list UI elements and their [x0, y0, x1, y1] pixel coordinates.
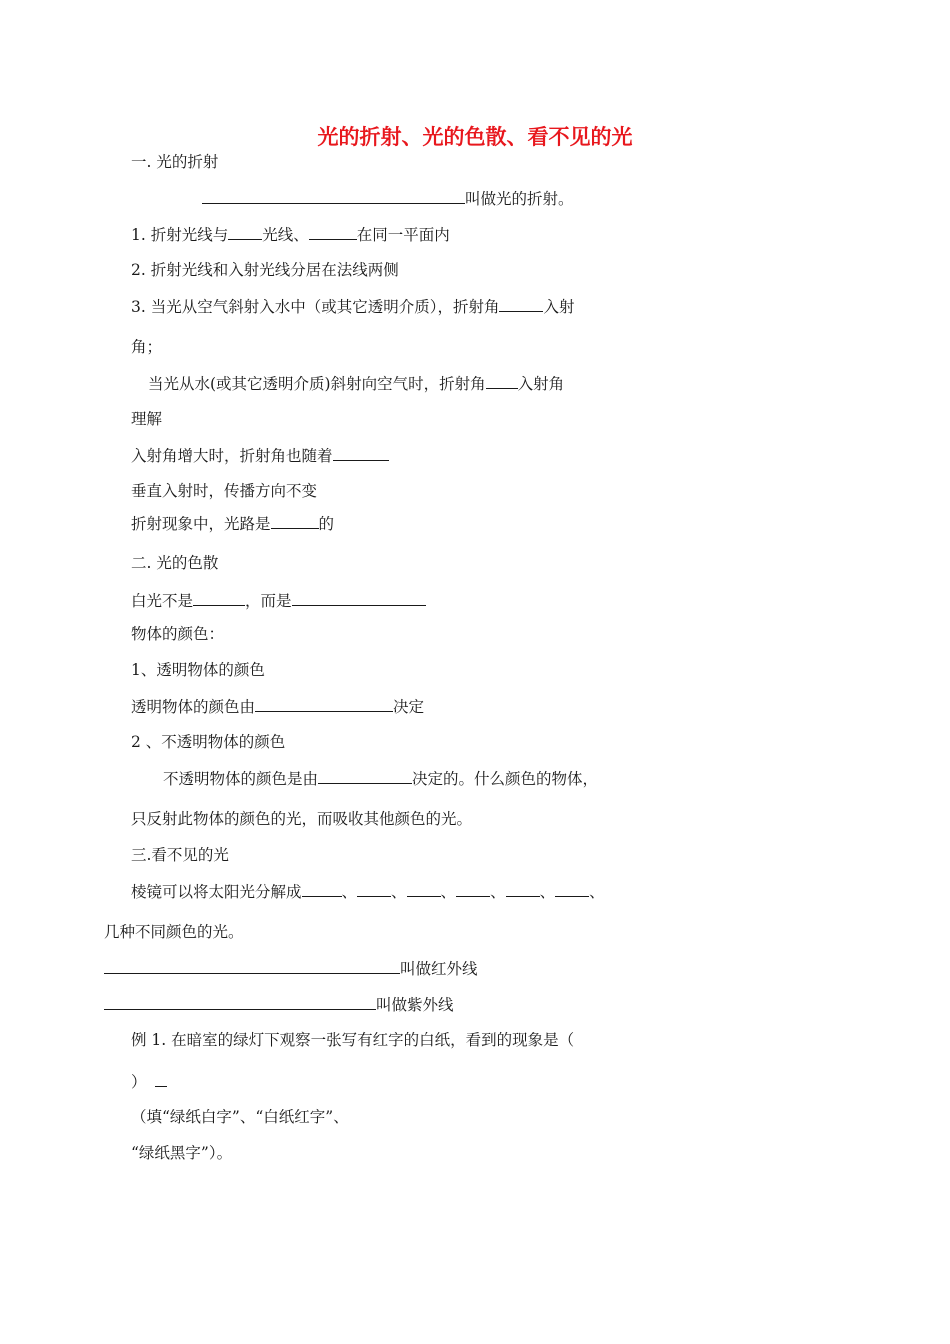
blank[interactable]: [486, 372, 518, 389]
blank[interactable]: [407, 880, 441, 897]
prism-wrap: 几种不同颜色的光。: [104, 923, 244, 941]
section-3-heading: 三.看不见的光: [131, 846, 229, 864]
blank[interactable]: [506, 880, 540, 897]
transparent-line: [131, 695, 424, 718]
example-line-3: （填“绿纸白字”、“白纸红字”、: [131, 1108, 349, 1126]
understand-1-prefix: 入射角增大时，折射角也随着: [131, 447, 333, 465]
example-line-1: 例 1. 在暗室的绿灯下观察一张写有红字的白纸，看到的现象是（: [131, 1031, 575, 1049]
separator: 、: [589, 883, 605, 901]
separator: 、: [341, 883, 358, 901]
separator: 、: [539, 883, 556, 901]
item-3-suffix: 入射: [543, 298, 575, 316]
item-3: [131, 295, 574, 318]
understand-3-prefix: 折射现象中，光路是: [131, 515, 271, 533]
item-1-mid: 光线、: [262, 226, 309, 244]
opaque-wrap: 只反射此物体的颜色的光，而吸收其他颜色的光。: [131, 810, 473, 828]
separator: 、: [391, 883, 407, 901]
item-2: 2. 折射光线和入射光线分居在法线两侧: [131, 261, 399, 279]
prism-prefix: 棱镜可以将太阳光分解成: [131, 883, 302, 901]
ultraviolet-suffix: 叫做紫外线: [376, 996, 454, 1014]
item-1-suffix: 在同一平面内: [356, 226, 450, 244]
section-2-heading: 二. 光的色散: [131, 554, 219, 572]
opaque-line: [163, 767, 598, 790]
item-1-prefix: 1. 折射光线与: [131, 226, 229, 244]
white-light-line: [131, 589, 426, 612]
blank[interactable]: [104, 957, 400, 974]
blank[interactable]: [255, 695, 393, 712]
ultraviolet-line: [104, 993, 454, 1016]
blank[interactable]: [202, 187, 465, 204]
item-3b: [148, 372, 564, 395]
item-3-prefix: 3. 当光从空气斜射入水中（或其它透明介质），折射角: [131, 298, 500, 316]
item-3-wrap: 角；: [131, 338, 163, 356]
blank[interactable]: [309, 223, 357, 240]
item-1: [131, 223, 450, 246]
blank[interactable]: [104, 993, 376, 1010]
understand-2: 垂直入射时，传播方向不变: [131, 482, 318, 500]
item-3b-prefix: 当光从水(或其它透明介质)斜射向空气时，折射角: [148, 375, 486, 393]
infrared-line: [104, 957, 478, 980]
blank[interactable]: [193, 589, 245, 606]
opaque-suffix: 决定的。什么颜色的物体，: [412, 770, 599, 788]
white-mid: ，而是: [245, 592, 292, 610]
blank[interactable]: [292, 589, 426, 606]
understand-3-suffix: 的: [318, 515, 335, 533]
blank[interactable]: [271, 512, 319, 529]
example-close-paren: ）: [131, 1073, 147, 1091]
blank[interactable]: [555, 880, 589, 897]
example-line-2: [131, 1070, 167, 1093]
understand-1: [131, 444, 389, 467]
opaque-heading: 2 、不透明物体的颜色: [131, 733, 286, 751]
blank[interactable]: [155, 1070, 167, 1087]
blank[interactable]: [228, 223, 262, 240]
opaque-prefix: 不透明物体的颜色是由: [163, 770, 319, 788]
separator: 、: [490, 883, 506, 901]
item-3b-suffix: 入射角: [517, 375, 565, 393]
object-color-title: 物体的颜色：: [131, 625, 225, 643]
understand-label: 理解: [131, 410, 163, 428]
blank[interactable]: [302, 880, 342, 897]
blank[interactable]: [499, 295, 543, 312]
prism-line: [131, 880, 605, 903]
definition-suffix: 叫做光的折射。: [465, 190, 574, 208]
separator: 、: [440, 883, 457, 901]
transparent-suffix: 决定: [393, 698, 425, 716]
understand-3: [131, 512, 334, 535]
blank[interactable]: [456, 880, 490, 897]
transparent-heading: 1、透明物体的颜色: [131, 661, 265, 679]
page-title: 光的折射、光的色散、看不见的光: [317, 125, 633, 149]
example-line-4: “绿纸黑字”）。: [131, 1144, 233, 1162]
blank[interactable]: [357, 880, 391, 897]
infrared-suffix: 叫做红外线: [400, 960, 478, 978]
blank[interactable]: [333, 444, 389, 461]
blank[interactable]: [318, 767, 412, 784]
white-prefix: 白光不是: [131, 592, 194, 610]
definition-line: [202, 187, 574, 210]
transparent-prefix: 透明物体的颜色由: [131, 698, 256, 716]
section-1-heading: 一. 光的折射: [131, 153, 219, 171]
